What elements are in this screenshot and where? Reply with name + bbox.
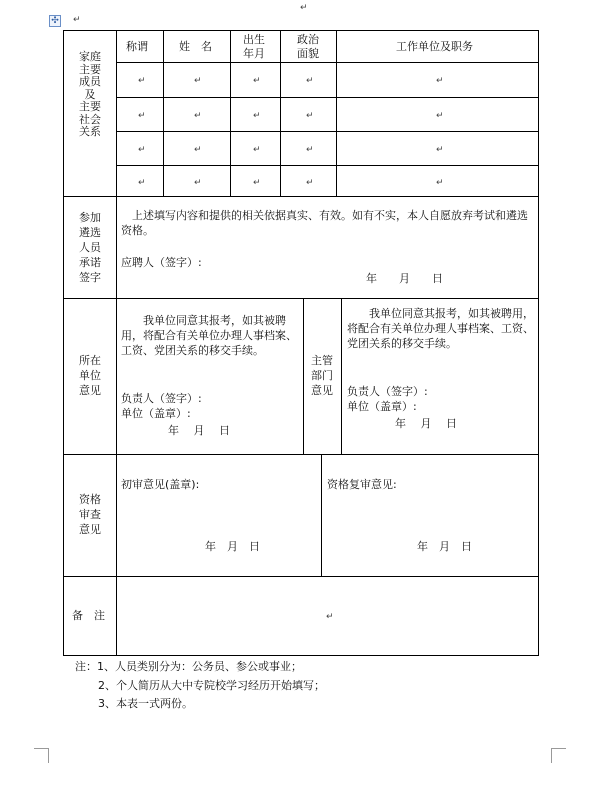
first-review-date: 年 月 日: [205, 540, 260, 553]
table-cell[interactable]: ↵: [138, 178, 146, 188]
unit-leader-signature-label: 负责人（签字）:: [121, 392, 202, 405]
table-cell[interactable]: ↵: [253, 145, 261, 155]
table-move-handle[interactable]: ✣: [49, 15, 61, 27]
page-corner-mark: [551, 748, 566, 763]
unit-seal-label: 单位（盖章）:: [121, 407, 191, 420]
unit-opinion-text: 我单位同意其报考，如其被聘用，将配合有关单位办理人事档案、工资、党团关系的移交手续。: [121, 314, 297, 357]
dept-opinion-date: 年 月 日: [395, 417, 457, 430]
table-cell[interactable]: ↵: [436, 178, 444, 188]
pledge-side-label: 参加 遴选 人员 承诺 签字: [79, 211, 101, 284]
note-item: 3、本表一式两份。: [98, 697, 193, 710]
remarks-label: 备 注: [72, 609, 105, 622]
second-review-label: 资格复审意见:: [327, 478, 397, 491]
dept-leader-signature-label: 负责人（签字）:: [347, 385, 428, 398]
note-item: 2、个人简历从大中专院校学习经历开始填写；: [98, 679, 325, 692]
note-item: 注：1、人员类别分为：公务员、参公或事业；: [75, 660, 302, 673]
pledge-text: 上述填写内容和提供的相关依据真实、有效。如有不实，本人自愿放弃考试和遴选资格。: [121, 209, 528, 237]
table-cell[interactable]: ↵: [194, 76, 202, 86]
table-cell[interactable]: ↵: [194, 145, 202, 155]
table-cell[interactable]: ↵: [436, 145, 444, 155]
table-cell[interactable]: ↵: [306, 111, 314, 121]
table-cell[interactable]: ↵: [138, 111, 146, 121]
table-cell[interactable]: ↵: [194, 178, 202, 188]
table-cell[interactable]: ↵: [138, 76, 146, 86]
table-cell[interactable]: ↵: [436, 76, 444, 86]
pledge-date: 年 月 日: [366, 272, 443, 285]
paragraph-mark: ↵: [300, 3, 308, 13]
col-title-header: 称谓: [126, 40, 148, 53]
table-cell[interactable]: ↵: [253, 178, 261, 188]
applicant-signature-label: 应聘人（签字）:: [121, 256, 202, 269]
review-side-label: 资格 审查 意见: [79, 493, 101, 536]
table-cell[interactable]: ↵: [306, 76, 314, 86]
second-review-date: 年 月 日: [417, 540, 472, 553]
col-birth-header-2: 年月: [243, 47, 265, 60]
dept-opinion-text: 我单位同意其报考，如其被聘用，将配合有关单位办理人事档案、工资、党团关系的移交手续。: [347, 307, 534, 350]
table-cell[interactable]: ↵: [306, 178, 314, 188]
table-cell[interactable]: ↵: [138, 145, 146, 155]
family-side-label: 家庭 主要 成员 及 主要 社会 关系: [79, 50, 101, 138]
first-review-label: 初审意见(盖章):: [121, 478, 200, 491]
col-party-header-1: 政治: [297, 33, 319, 46]
col-name-header: 姓 名: [179, 40, 212, 53]
dept-seal-label: 单位（盖章）:: [347, 400, 417, 413]
unit-opinion-date: 年 月 日: [168, 424, 230, 437]
remarks-cell[interactable]: ↵: [326, 612, 334, 622]
dept-opinion-side-label: 主管 部门 意见: [311, 354, 333, 397]
table-cell[interactable]: ↵: [306, 145, 314, 155]
table-cell[interactable]: ↵: [253, 111, 261, 121]
table-cell[interactable]: ↵: [194, 111, 202, 121]
table-cell[interactable]: ↵: [253, 76, 261, 86]
paragraph-mark: ↵: [73, 15, 81, 25]
col-work-header: 工作单位及职务: [396, 40, 473, 53]
table-cell[interactable]: ↵: [436, 111, 444, 121]
col-birth-header-1: 出生: [243, 33, 265, 46]
col-party-header-2: 面貌: [297, 47, 319, 60]
page-corner-mark: [34, 748, 49, 763]
unit-opinion-side-label: 所在 单位 意见: [79, 354, 101, 397]
